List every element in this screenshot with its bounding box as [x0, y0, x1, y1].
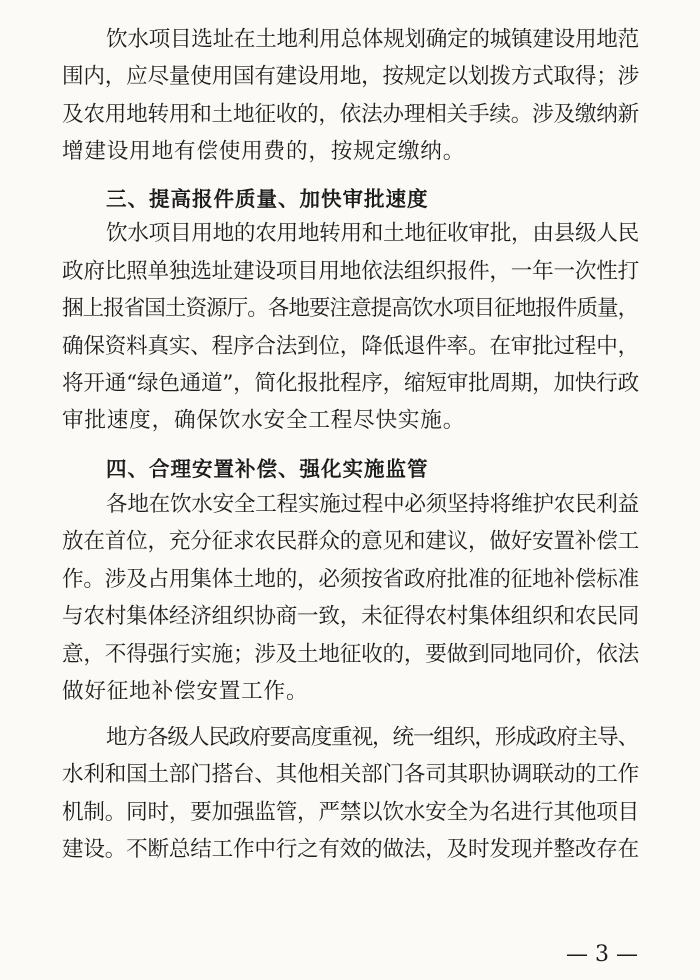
- section-heading: 三、提高报件质量、加快审批速度: [106, 187, 429, 211]
- paragraph-line: 建设。不断总结工作中行之有效的做法，及时发现并整改存在: [62, 837, 639, 862]
- paragraph-line: 放在首位，充分征求农民群众的意见和建议，做好安置补偿工: [62, 529, 639, 554]
- paragraph-line: 增建设用地有偿使用费的，按规定缴纳。: [62, 139, 466, 164]
- paragraph-line: 意，不得强行实施；涉及土地征收的，要做到同地同价，依法: [62, 642, 639, 667]
- paragraph-line: 各地在饮水安全工程实施过程中必须坚持将维护农民利益: [106, 492, 639, 517]
- paragraph-line: 政府比照单独选址建设项目用地依法组织报件，一年一次性打: [62, 259, 639, 284]
- paragraph-line: 饮水项目选址在土地利用总体规划确定的城镇建设用地范: [106, 27, 639, 52]
- paragraph-line: 与农村集体经济组织协商一致，未征得农村集体组织和农民同: [62, 604, 639, 629]
- paragraph-line: 机制。同时，要加强监管，严禁以饮水安全为名进行其他项目: [62, 800, 639, 825]
- paragraph-line: 饮水项目用地的农用地转用和土地征收审批，由县级人民: [106, 221, 639, 246]
- paragraph-line: 捆上报省国土资源厅。各地要注意提高饮水项目征地报件质量，: [62, 296, 639, 321]
- paragraph-line: 围内，应尽量使用国有建设用地，按规定以划拨方式取得；涉: [62, 64, 639, 89]
- paragraph-line: 确保资料真实、程序合法到位，降低退件率。在审批过程中，: [62, 334, 639, 359]
- paragraph-line: 做好征地补偿安置工作。: [62, 679, 309, 704]
- section-heading: 四、合理安置补偿、强化实施监管: [106, 457, 429, 481]
- page-number: — 3 —: [566, 942, 638, 967]
- paragraph-line: 及农用地转用和土地征收的，依法办理相关手续。涉及缴纳新: [62, 102, 639, 127]
- paragraph-line: 将开通“绿色通道”，简化报批程序，缩短审批周期，加快行政: [62, 371, 639, 396]
- paragraph-line: 地方各级人民政府要高度重视，统一组织，形成政府主导、: [106, 725, 639, 750]
- paragraph-line: 水利和国土部门搭台、其他相关部门各司其职协调联动的工作: [62, 762, 639, 787]
- paragraph-line: 作。涉及占用集体土地的，必须按省政府批准的征地补偿标准: [62, 567, 639, 592]
- paragraph-line: 审批速度，确保饮水安全工程尽快实施。: [62, 408, 466, 433]
